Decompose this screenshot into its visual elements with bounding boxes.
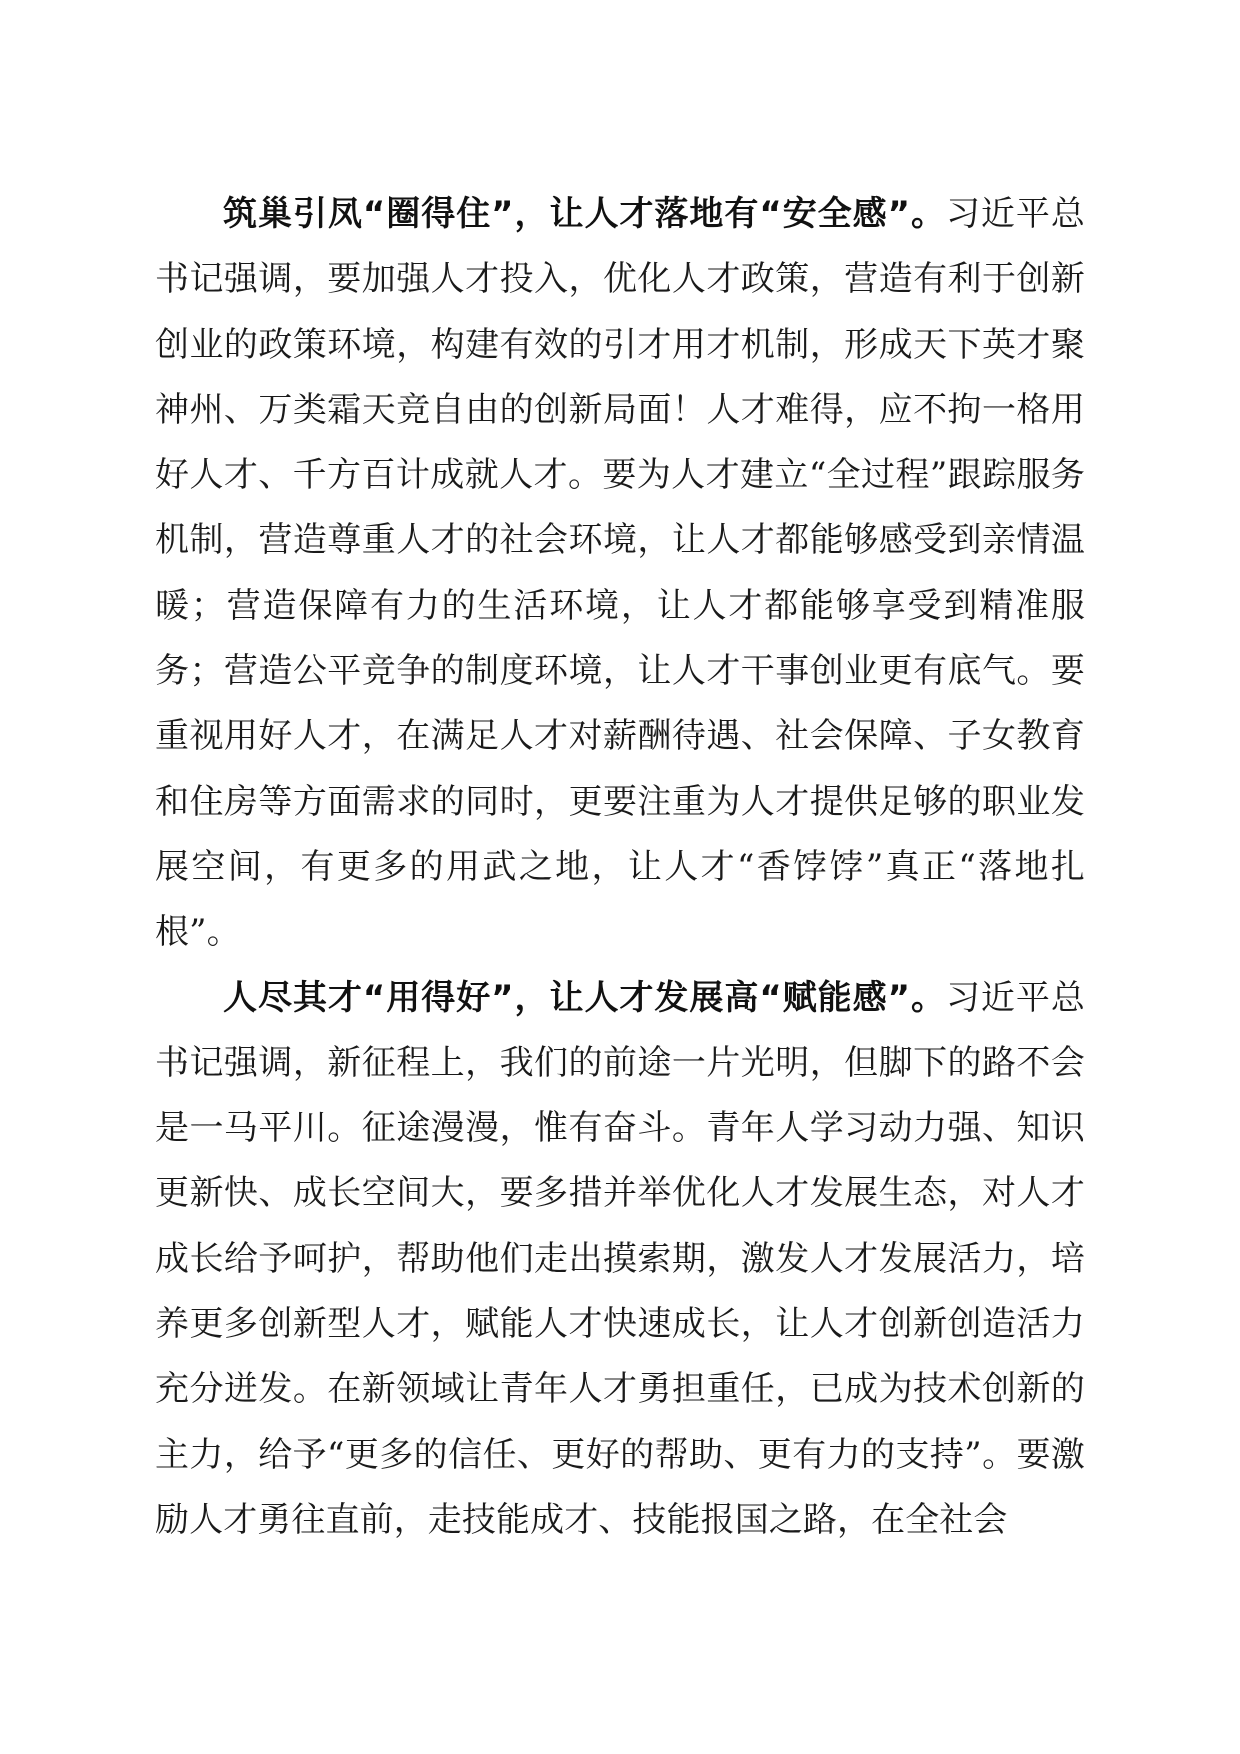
paragraph-1-body: 习近平总书记强调，要加强人才投入，优化人才政策，营造有利于创新创业的政策环境，构建有效的引才用才机制，形成天下英才聚神州、万类霜天竞自由的创新局面！人才难得，应不拘一格用好人才、千方百计成就人才。要为人才建立“全过程”跟踪服务机制，营造尊重人才的社会环境，让人才都能够感受到亲情温暖；营造保障有力的生活环境，让人才都能够享受到精准服务；营造公平竞争的制度环境，让人才干事创业更有底气。要重视用好人才，在满足人才对薪酬待遇、社会保障、子女教育和住房等方面需求的同时，更要注重为人才提供足够的职业发展空间，有更多的用武之地，让人才“香饽饽”真正“落地扎根”。 — [155, 194, 1085, 953]
paragraph-2-heading: 人尽其才“用得好”，让人才发展高“赋能感”。 — [223, 977, 946, 1018]
article-body — [155, 182, 1085, 1553]
paragraph-2-body: 习近平总书记强调，新征程上，我们的前途一片光明，但脚下的路不会是一马平川。征途漫漫，惟有奋斗。青年人学习动力强、知识更新快、成长空间大，要多措并举优化人才发展生态，对人才成长给予呵护，帮助他们走出摸索期，激发人才发展活力，培养更多创新型人才，赋能人才快速成长，让人才创新创造活力充分迸发。在新领域让青年人才勇担重任，已成为技术创新的主力，给予“更多的信任、更好的帮助、更有力的支持”。要激励人才勇往直前，走技能成才、技能报国之路，在全社会 — [155, 977, 1085, 1540]
paragraph-2 — [155, 966, 1085, 1554]
paragraph-1-heading: 筑巢引凤“圈得住”，让人才落地有“安全感”。 — [223, 194, 946, 234]
paragraph-1 — [155, 182, 1085, 966]
